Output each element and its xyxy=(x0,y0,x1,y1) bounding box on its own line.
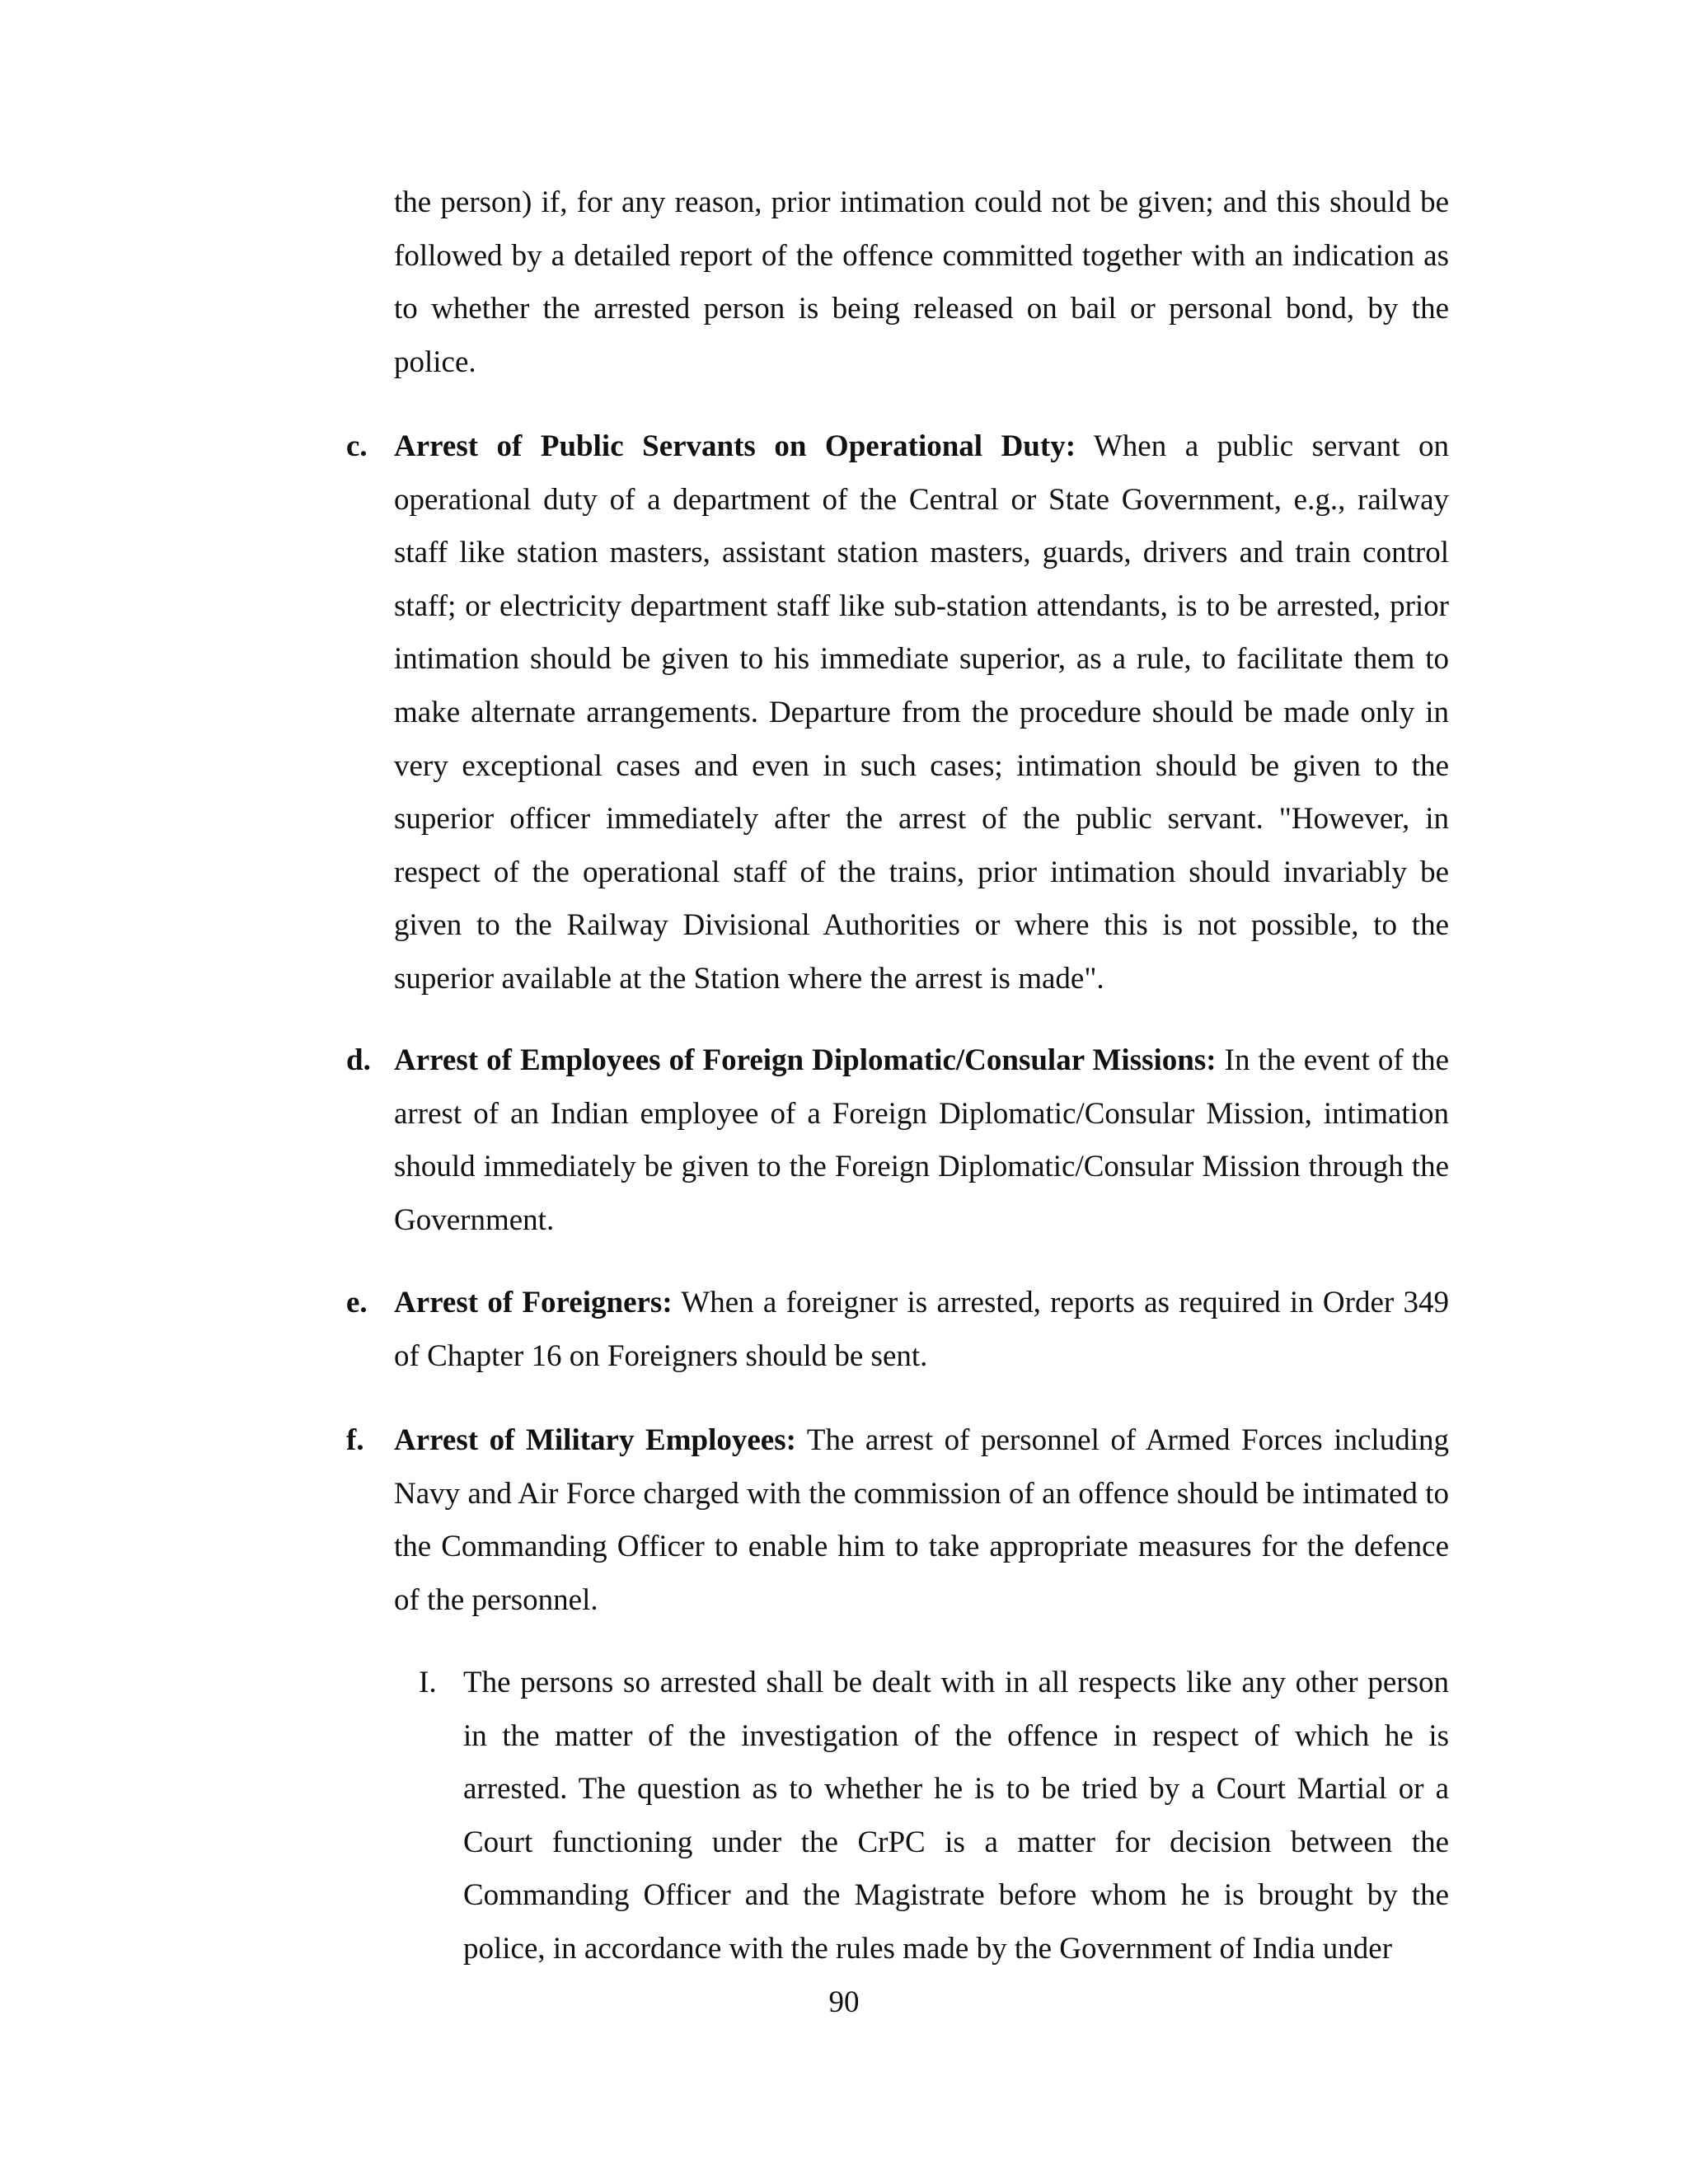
page-number: 90 xyxy=(828,1985,860,2019)
sub-list-marker: I. xyxy=(419,1666,437,1699)
sub-list-item-text: The persons so arrested shall be dealt with in all respects like any other person in the matter of the investigation of the offence in respect of which he is arrested. The question as to whether he is to be tried by a Court Martial or a Court functioning under the CrPC is a matter for decision between the Commanding Officer and the Magistrate before whom he is brought by the police, in accordance with the rules made by the Government of India under xyxy=(463,1666,1449,1966)
list-item-text: When a public servant on operational duty of a department of the Central or State Government, e.g., railway staff like station masters, assistant station masters, guards, drivers and train control staff; or electricity department staff like sub-station attendants, is to be arrested, prior intimation should be given to his immediate superior, as a rule, to facilitate them to make alternate arrangements. Departure from the procedure should be made only in very exceptional cases and even in such cases; intimation should be given to the superior officer immediately after the arrest of the public servant. "However, in respect of the operational staff of the trains, prior intimation should invariably be given to the Railway Divisional Authorities or where this is not possible, to the superior available at the Station where the arrest is made". xyxy=(394,429,1450,996)
list-item-heading: Arrest of Employees of Foreign Diplomatic/Consular Missions: xyxy=(394,1043,1217,1077)
list-marker: e. xyxy=(346,1286,368,1319)
list-item-body xyxy=(394,1034,1449,1247)
list-item-text: The arrest of personnel of Armed Forces including Navy and Air Force charged with the commission of an offence should be intimated to the Commanding Officer to enable him to take appropriate measures for the defence of the personnel. xyxy=(394,1423,1449,1617)
list-item-text: In the event of the arrest of an Indian employee of a Foreign Diplomatic/Consular Mission, intimation should immediately be given to the Foreign Diplomatic/Consular Mission through the Government. xyxy=(394,1043,1449,1237)
list-item-body xyxy=(394,1414,1449,1627)
list-item-body xyxy=(394,420,1449,1006)
list-marker: c. xyxy=(346,429,368,463)
intro-paragraph: the person) if, for any reason, prior intimation could not be given; and this should be followed by a detailed report of the offence committed together with an indication as to whether the arrested person is being released on bail or personal bond, by the police. xyxy=(394,185,1449,379)
list-item-body xyxy=(394,1277,1449,1383)
list-item-heading: Arrest of Public Servants on Operational Duty: xyxy=(394,429,1076,463)
list-item-f xyxy=(346,1414,1449,1627)
list-item-e xyxy=(346,1277,1449,1383)
sub-list-item-i xyxy=(419,1657,1449,1976)
list-item-text: When a foreigner is arrested, reports as required in Order 349 of Chapter 16 on Foreigners should be sent. xyxy=(394,1286,1449,1373)
list-item-heading: Arrest of Foreigners: xyxy=(394,1286,673,1319)
list-item-c xyxy=(346,420,1449,1006)
list-marker: f. xyxy=(346,1423,364,1457)
list-marker: d. xyxy=(346,1043,371,1077)
list-item-heading: Arrest of Military Employees: xyxy=(394,1423,796,1457)
list-item-d xyxy=(346,1034,1449,1247)
